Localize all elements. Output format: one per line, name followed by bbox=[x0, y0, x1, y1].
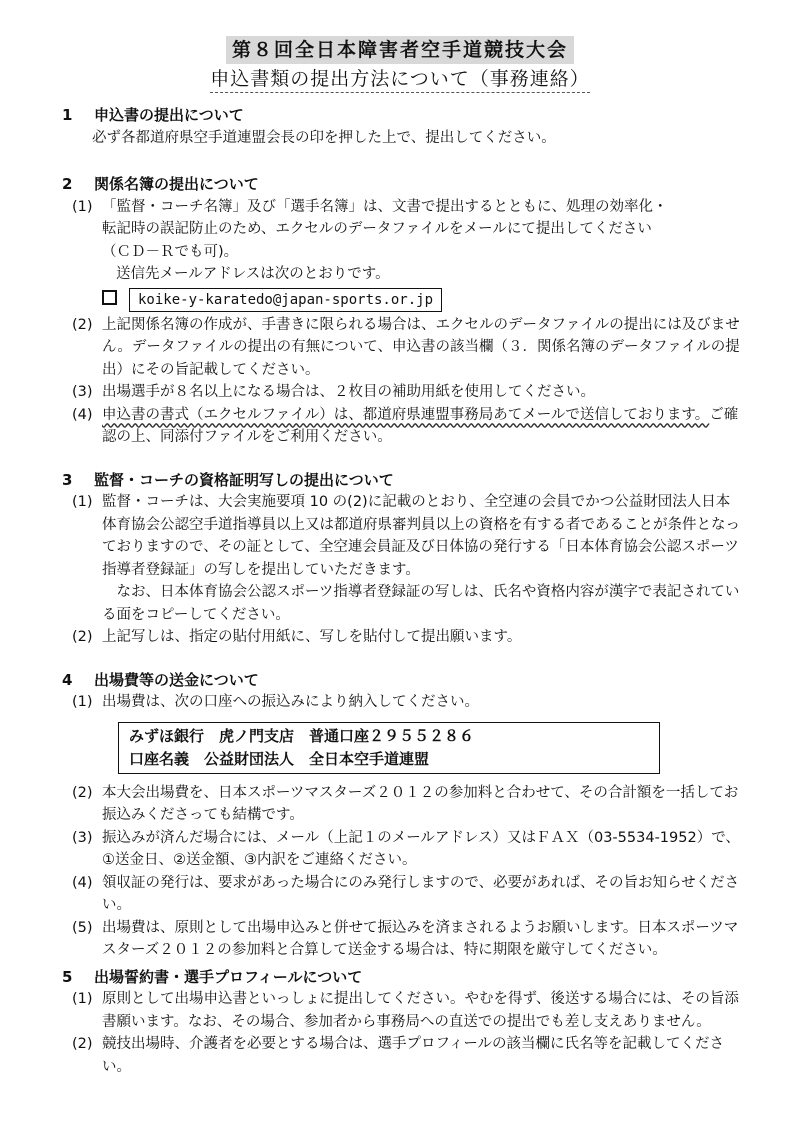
underlined-note: 申込書の書式（エクセルファイル）は、都道府県連盟事務局あてメールで送信しております。 bbox=[102, 406, 710, 423]
section-4-item-4: (4) 領収証の発行は、要求があった場合にのみ発行しますので、必要があれば、その旨お知らせください。 bbox=[72, 874, 740, 913]
document-subtitle: 申込書類の提出方法について（事務連絡） bbox=[210, 66, 590, 93]
section-4-item-5: (5) 出場費は、原則として出場申込みと併せて振込みを済まされるようお願いします。日本スポーツマスターズ２０１２の参加料と合算して送金する場合は、特に期限を厳守してください。 bbox=[72, 919, 739, 958]
title-block bbox=[0, 36, 800, 93]
section-2-item-3: (3) 出場選手が８名以上になる場合は、２枚目の補助用紙を使用してください。 bbox=[72, 384, 595, 400]
bank-account-box bbox=[118, 722, 660, 774]
document-body bbox=[62, 104, 742, 1078]
section-2-item-2: (2) 上記関係名簿の作成が、手書きに限られる場合は、エクセルのデータファイルの提出には及びません。データファイルの提出の有無について、申込書の該当欄（３．関係名簿のデータファイルの提出）にその旨記載してください。 bbox=[72, 316, 740, 378]
section-4-item-2: (2) 本大会出場費を、日本スポーツマスターズ２０１２の参加料と合わせて、その合計額を一括してお振込みくださっても結構です。 bbox=[72, 784, 739, 823]
section-5-item-1: (1) 原則として出場申込書といっしょに提出してください。やむを得ず、後送する場合には、その旨添書願います。なお、その場合、参加者から事務局への直送での提出でも差し支えありません。 bbox=[72, 991, 739, 1030]
section-5-heading: 5 出場誓約書・選手プロフィールについて bbox=[62, 967, 363, 986]
checkbox-icon bbox=[102, 290, 117, 305]
bank-name: みずほ銀行 虎ノ門支店 普通口座２９５５２８６ bbox=[129, 726, 475, 745]
section-2-item-4: (4) 申込書の書式（エクセルファイル）は、都道府県連盟事務局あてメールで送信しております。ご確認の上、同添付ファイルをご利用ください。 bbox=[72, 406, 739, 445]
section-3-item-1: (1) 監督・コーチは、大会実施要項 10 の(2)に記載のとおり、全空連の会員でかつ公益財団法人日本体育協会公認空手道指導員以上又は都道府県審判員以上の資格を有する者であることが条件となっておりますので、その証として、全空連会員証及び日体協の発行する「日本体育協会公認スポーツ指導者登録証」の写しを提出していただきます。 なお、日本体育協会公認スポーツ指導者登録証の写しは、氏名や資格内容が漢字で表記されている面をコピーしてください。 bbox=[72, 494, 740, 623]
section-4-item-1: (1) 出場費は、次の口座への振込みにより納入してください。 bbox=[72, 694, 479, 710]
section-4-heading: 4 出場費等の送金について bbox=[62, 670, 259, 689]
section-3-item-2: (2) 上記写しは、指定の貼付用紙に、写しを貼付して提出願います。 bbox=[72, 629, 522, 645]
section-1-heading: 1 申込書の提出について bbox=[62, 106, 244, 124]
section-3-heading: 3 監督・コーチの資格証明写しの提出について bbox=[62, 470, 394, 489]
section-1-text: 必ず各都道府県空手道連盟会長の印を押した上で、提出してください。 bbox=[92, 129, 556, 146]
document-title: 第８回全日本障害者空手道競技大会 bbox=[226, 36, 574, 64]
account-holder: 口座名義 公益財団法人 全日本空手道連盟 bbox=[129, 749, 430, 768]
section-5-item-2: (2) 競技出場時、介護者を必要とする場合は、選手プロフィールの該当欄に氏名等を記載してください。 bbox=[72, 1036, 725, 1075]
section-2-item-1: (1) 「監督・コーチ名簿」及び「選手名簿」は、文書で提出するとともに、処理の効率化・ 転記時の誤記防止のため、エクセルのデータファイルをメールにて提出してください （ＣＤ－Ｒでも可)。 送信先メールアドレスは次のとおりです。 bbox=[72, 198, 668, 282]
email-line bbox=[102, 288, 742, 312]
section-2-heading: 2 関係名簿の提出について bbox=[62, 175, 259, 193]
email-address[interactable]: koike-y-karatedo@japan-sports.or.jp bbox=[129, 288, 442, 312]
section-4-item-3: (3) 振込みが済んだ場合には、メール（上記１のメールアドレス）又はＦＡＸ（03-5534-1952）で、①送金日、②送金額、③内訳をご連絡ください。 bbox=[72, 829, 740, 868]
